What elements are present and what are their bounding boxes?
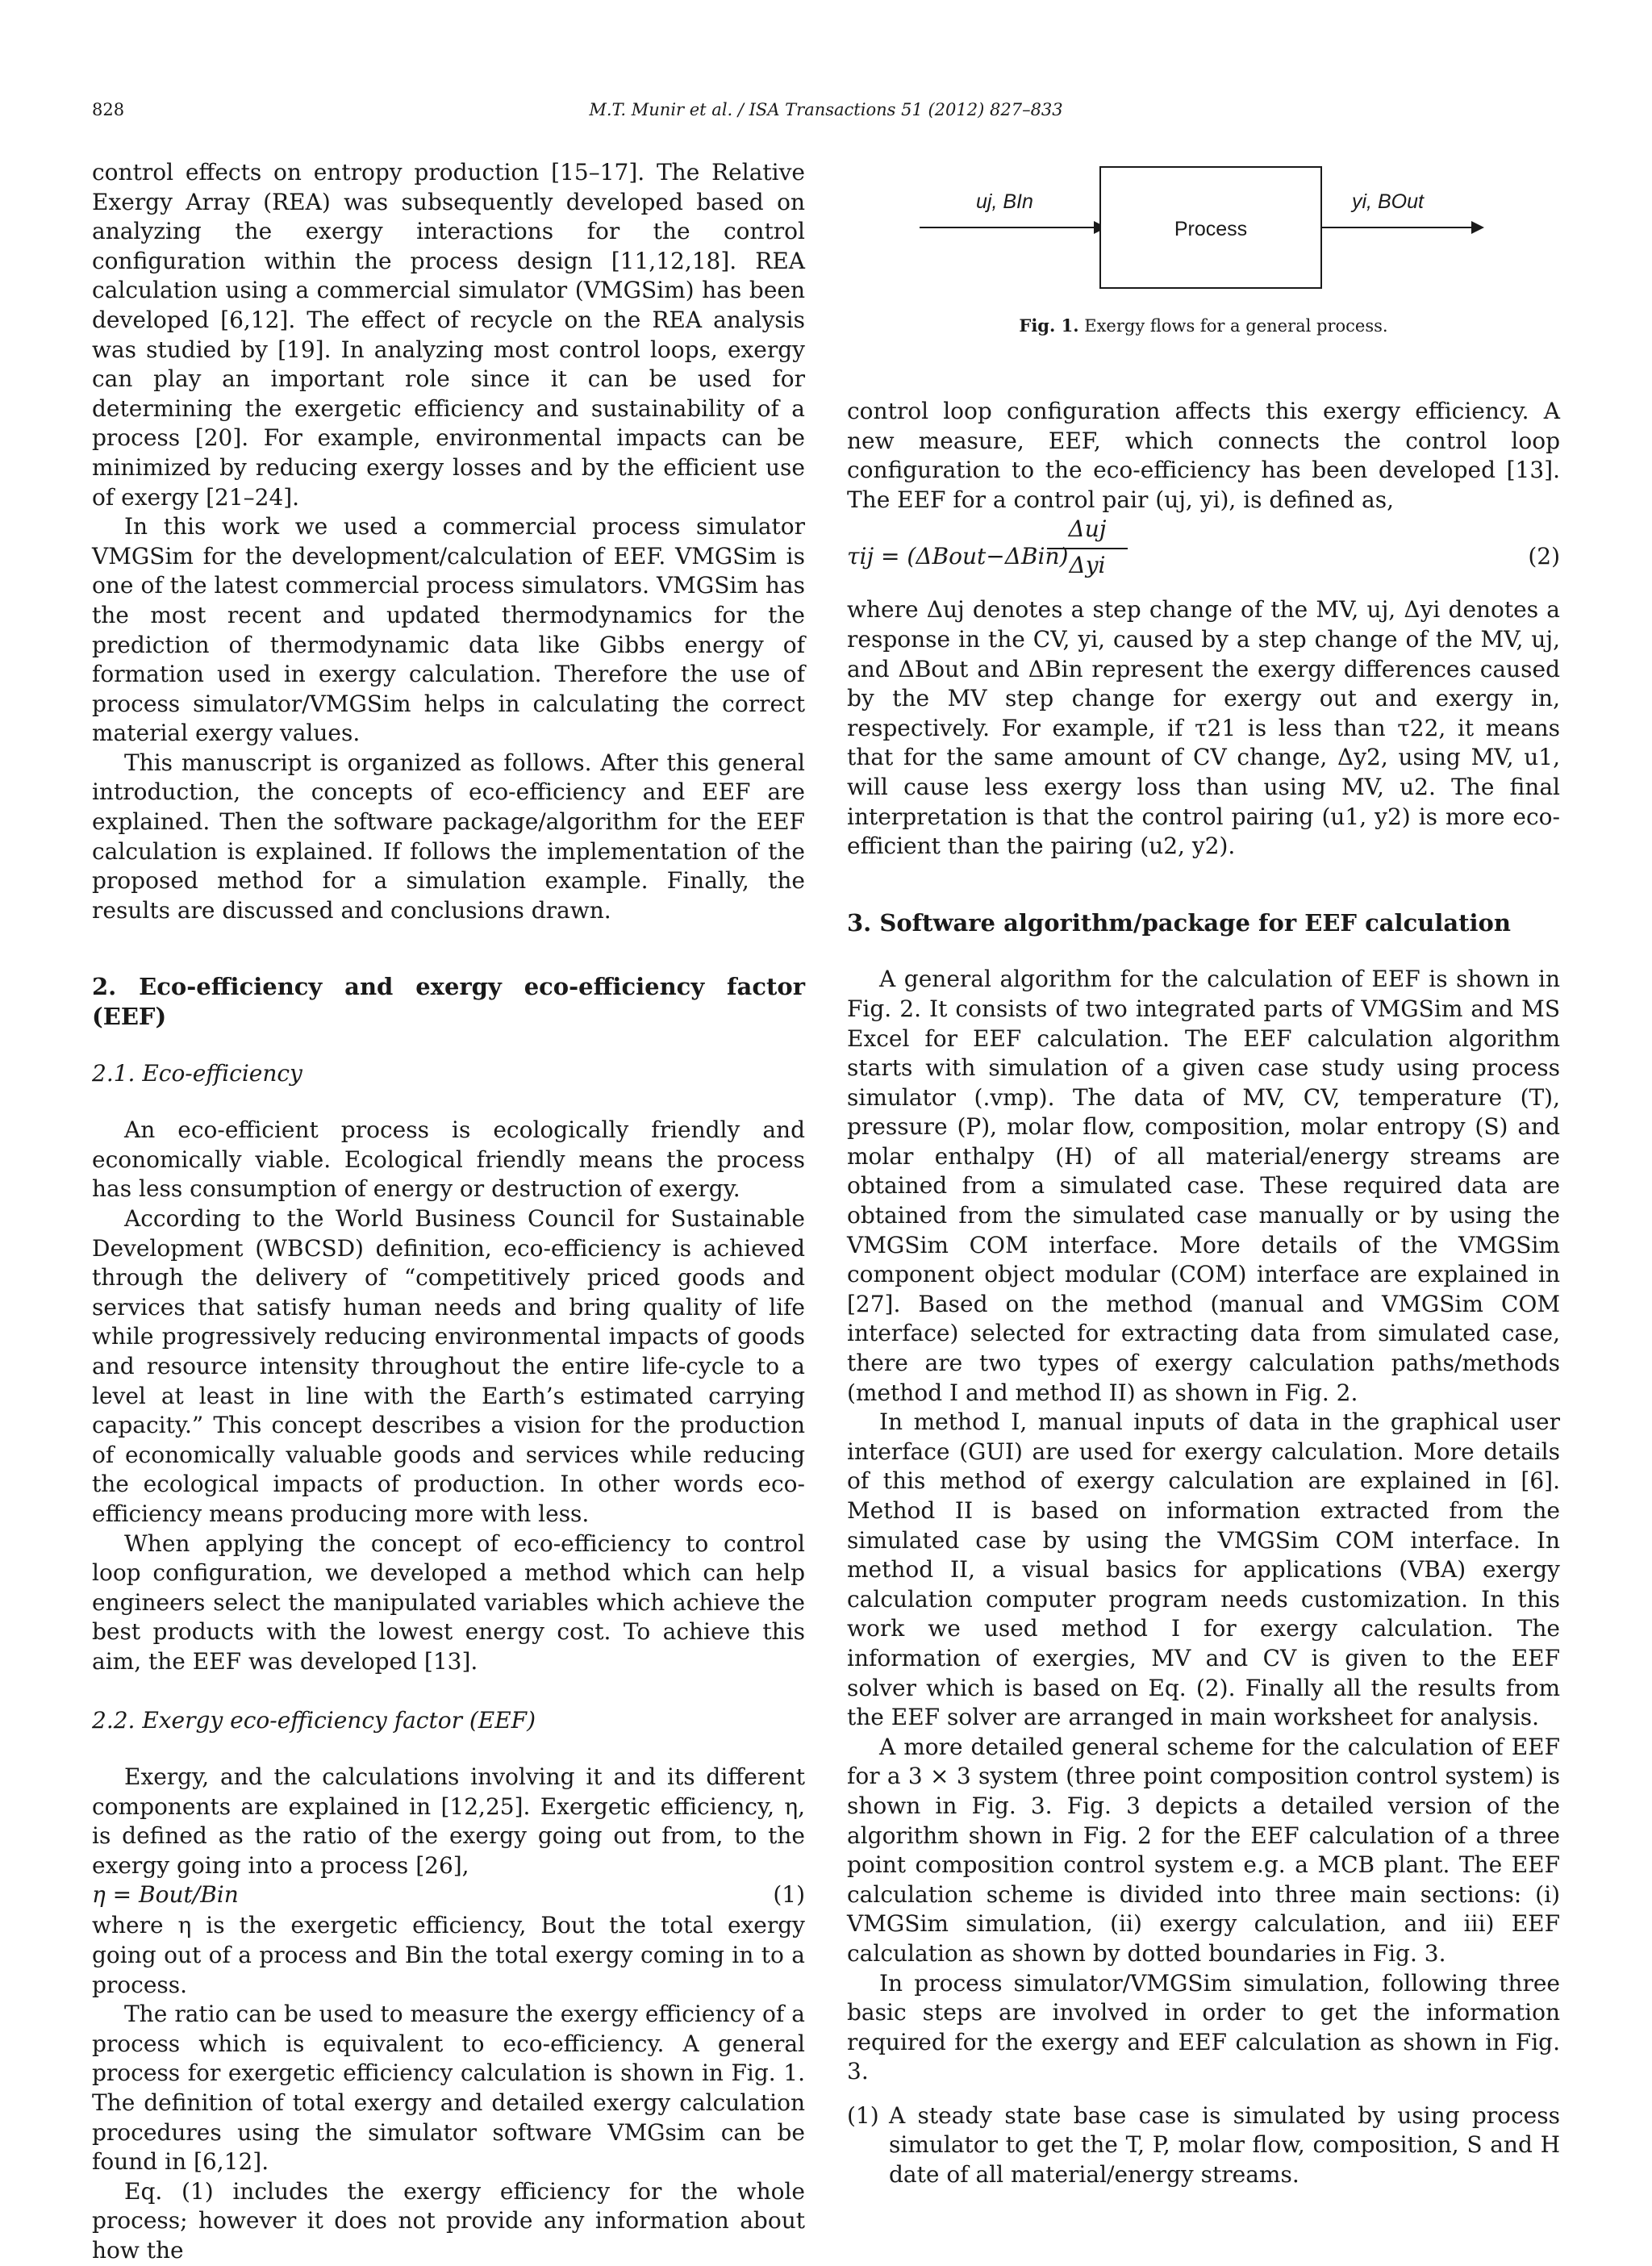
list-item-1-label: (1) bbox=[847, 2101, 879, 2129]
figure-1-caption-label: Fig. 1. bbox=[1019, 315, 1079, 336]
right-paragraph-4: In method I, manual inputs of data in the graphical user interface (GUI) are used for exergy calculation. More details of this method of exergy calculation are explained in [6]. Method II is based on information extracted from the simulated case by using the VMGSim COM interface. In method II, a visual basics for applications (VBA) exergy calculation computer program needs customization. In this work we used method I for exergy calculation. The information of exergies, MV and CV is given to the EEF solver which is based on Eq. (2). Finally all the results from the EEF solver are arranged in main worksheet for analysis. bbox=[847, 1408, 1560, 1731]
equation-2-fraction bbox=[1047, 515, 1128, 580]
right-paragraph-5: A more detailed general scheme for the calculation of EEF for a 3 × 3 system (three point composition control system) is shown in Fig. 3. Fig. 3 depicts a detailed version of the algorithm shown in Fig. 2 for the EEF calculation of a three point composition control system e.g. a MCB plant. The EEF calculation scheme is divided into three main sections: (i) VMGSim simulation, (ii) exergy calculation, and iii) EEF calculation as shown by dotted boundaries in Fig. 3. bbox=[847, 1733, 1560, 1967]
equation-1-number: (1) bbox=[773, 1881, 805, 1909]
input-label: uj, BIn bbox=[976, 190, 1033, 213]
subsection-2-1-heading: 2.1. Eco-efficiency bbox=[92, 1059, 302, 1087]
equation-2-numerator: Δuj bbox=[1047, 515, 1128, 549]
right-paragraph-3: A general algorithm for the calculation of EEF is shown in Fig. 2. It consists of two integrated parts of VMGSim and MS Excel for EEF calculation. The EEF calculation algorithm starts with simulation of a given case study using process simulator (.vmp). The data of MV, CV, temperature (T), pressure (P), molar flow, composition, molar entropy (S) and molar enthalpy (H) of all material/energy streams are obtained from a simulated case. These required data are obtained from the simulated case manually or by using the VMGSim COM interface. More details of the VMGSim component object modular (COM) interface are explained in [27]. Based on the method (manual and VMGSim COM interface) selected for extracting data from simulated case, there are two types of exergy calculation paths/methods (method I and method II) as shown in Fig. 2. bbox=[847, 966, 1560, 1406]
left-paragraph-3: This manuscript is organized as follows. After this general introduction, the concepts of eco-efficiency and EEF are explained. Then the software package/algorithm for the EEF calculation is explained. If follows the implementation of the proposed method for a simulation example. Finally, the results are discussed and conclusions drawn. bbox=[92, 749, 805, 924]
running-header bbox=[0, 100, 1652, 132]
equation-2-lhs: τij = (ΔBout−ΔBin) bbox=[847, 543, 1069, 570]
left-paragraph-4: An eco-efficient process is ecologically friendly and economically viable. Ecological friendly means the process has less consumption of energy or destruction of exergy. bbox=[92, 1116, 805, 1203]
left-paragraph-9: The ratio can be used to measure the exergy efficiency of a process which is equivalent to eco-efficiency. A general process for exergetic efficiency calculation is shown in Fig. 1. The definition of total exergy and detailed exergy calculation procedures using the simulator software VMGsim can be found in [6,12]. bbox=[92, 2001, 805, 2176]
left-paragraph-7: Exergy, and the calculations involving it and its different components are explained in [12,25]. Exergetic efficiency, η, is defined as the ratio of the exergy going out from, to the exergy going into a process [26], bbox=[92, 1763, 805, 1879]
journal-citation: M.T. Munir et al. / ISA Transactions 51 (2012) 827–833 bbox=[589, 100, 1063, 119]
left-paragraph-2: In this work we used a commercial process simulator VMGSim for the development/calculation of EEF. VMGSim is one of the latest commercial process simulators. VMGSim has the most recent and updated thermodynamics for the prediction of thermodynamic data like Gibbs energy of formation used in exergy calculation. Therefore the use of process simulator/VMGSim helps in calculating the correct material exergy values. bbox=[92, 513, 805, 747]
section-3-heading: 3. Software algorithm/package for EEF calculation bbox=[847, 908, 1511, 937]
right-paragraph-1: control loop configuration affects this exergy efficiency. A new measure, EEF, which connects the control loop configuration to the eco-efficiency has been developed [13]. The EEF for a control pair (uj, yi), is defined as, bbox=[847, 398, 1560, 513]
process-label: Process bbox=[1174, 218, 1248, 240]
left-paragraph-1: control effects on entropy production [15–17]. The Relative Exergy Array (REA) was subsequently developed based on analyzing the exergy interactions for the control configuration within the process design [11,12,18]. REA calculation using a commercial simulator (VMGSim) has been developed [6,12]. The effect of recycle on the REA analysis was studied by [19]. In analyzing most control loops, exergy can play an important role since it can be used for determining the exergetic efficiency and sustainability of a process [20]. For example, environmental impacts can be minimized by reducing exergy losses and by the efficient use of exergy [21–24]. bbox=[92, 159, 805, 511]
section-2-heading: 2. Eco-efficiency and exergy eco-efficiency factor (EEF) bbox=[92, 973, 805, 1031]
output-label: yi, BOut bbox=[1352, 190, 1424, 213]
right-paragraph-6: In process simulator/VMGSim simulation, following three basic steps are involved in order to get the information required for the exergy and EEF calculation as shown in Fig. 3. bbox=[847, 1969, 1560, 2085]
equation-1 bbox=[92, 1880, 805, 1911]
equation-2-denominator: Δyi bbox=[1069, 551, 1106, 578]
right-paragraph-2: where Δuj denotes a step change of the MV, uj, Δyi denotes a response in the CV, yi, caused by a step change of the MV, uj, and ΔBout and ΔBin represent the exergy differences caused by the MV step change for exergy out and exergy in, respectively. For example, if τ21 is less than τ22, it means that for the same amount of CV change, Δy2, using MV, u1, will cause less exergy loss than using MV, u2. The final interpretation is that the control pairing (u1, y2) is more eco-efficient than the pairing (u2, y2). bbox=[847, 596, 1560, 860]
left-paragraph-6: When applying the concept of eco-efficiency to control loop configuration, we developed a method which can help engineers select the manipulated variables which achieve the best products with the lowest energy cost. To achieve this aim, the EEF was developed [13]. bbox=[92, 1529, 805, 1675]
left-paragraph-10: Eq. (1) includes the exergy efficiency for the whole process; however it does not provide any information about how the bbox=[92, 2177, 805, 2264]
equation-2-number: (2) bbox=[1528, 543, 1560, 570]
figure-1 bbox=[847, 158, 1560, 352]
page-number: 828 bbox=[92, 100, 125, 119]
output-arrowhead bbox=[1471, 221, 1484, 234]
list-item-1 bbox=[847, 2101, 1560, 2190]
equation-1-expression: η = Bout/Bin bbox=[92, 1881, 239, 1909]
left-paragraph-5: According to the World Business Council for Sustainable Development (WBCSD) definition, eco-efficiency is achieved through the delivery of “competitively priced goods and services that satisfy human needs and bring quality of life while progressively reducing environmental impacts of goods and resource intensity throughout the entire life-cycle to a level at least in line with the Earth’s estimated carrying capacity.” This concept describes a vision for the production of economically valuable goods and services while reducing the ecological impacts of production. In other words eco-efficiency means producing more with less. bbox=[92, 1205, 805, 1527]
figure-1-caption bbox=[847, 311, 1560, 341]
left-paragraph-8: where η is the exergetic efficiency, Bout the total exergy going out of a process and Bin the total exergy coming in to a process. bbox=[92, 1912, 805, 1998]
right-column bbox=[847, 158, 1560, 2190]
figure-1-caption-text: Exergy flows for a general process. bbox=[1084, 316, 1388, 336]
figure-1-diagram bbox=[847, 158, 1560, 319]
subsection-2-2-heading: 2.2. Exergy eco-efficiency factor (EEF) bbox=[92, 1706, 536, 1734]
list-item-1-text: A steady state base case is simulated by using process simulator to get the T, P, molar flow, composition, S and H date of all material/energy streams. bbox=[889, 2101, 1560, 2189]
left-column bbox=[92, 158, 805, 2266]
equation-2 bbox=[847, 515, 1560, 595]
